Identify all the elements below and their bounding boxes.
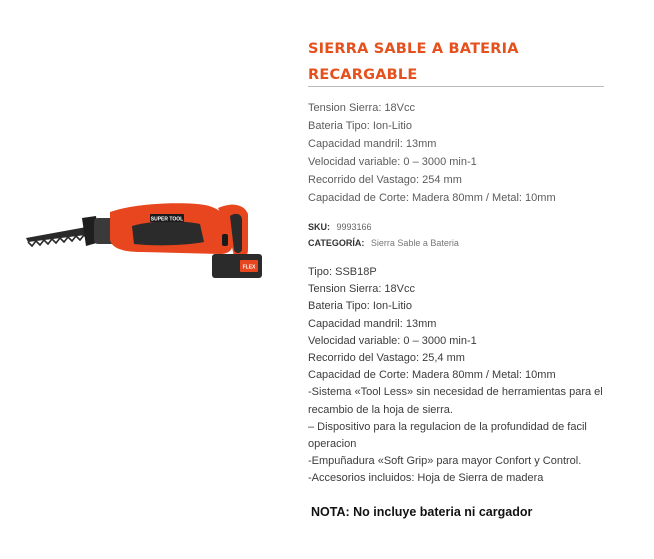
- short-description-line: Tension Sierra: 18Vcc: [308, 102, 415, 114]
- long-description-line: Tension Sierra: 18Vcc: [308, 283, 415, 296]
- short-description: [308, 99, 556, 207]
- note-text: NOTA: No incluye bateria ni cargador: [311, 505, 533, 519]
- product-title-line2: RECARGABLE: [308, 67, 418, 83]
- long-description-line: recambio de la hoja de sierra.: [308, 403, 453, 416]
- reciprocating-saw-icon: [22, 190, 272, 290]
- short-description-line: Velocidad variable: 0 – 3000 min-1: [308, 156, 477, 168]
- short-description-line: Recorrido del Vastago: 254 mm: [308, 174, 462, 186]
- long-description-line: Velocidad variable: 0 – 3000 min-1: [308, 334, 477, 347]
- long-description: [308, 264, 608, 488]
- category-label: CATEGORÍA:: [308, 238, 365, 248]
- product-title-line1: SIERRA SABLE A BATERIA: [308, 41, 519, 57]
- saw-grip: [132, 221, 204, 245]
- sku-label: SKU:: [308, 222, 330, 232]
- long-description-line: Tipo: SSB18P: [308, 266, 377, 278]
- sku-row: [308, 221, 372, 233]
- long-description-line: -Empuñadura «Soft Grip» para mayor Confort y Control.: [308, 455, 582, 468]
- short-description-line: Capacidad mandril: 13mm: [308, 138, 437, 150]
- sku-value: 9993166: [336, 222, 372, 232]
- title-divider: [308, 86, 604, 87]
- saw-trigger: [222, 234, 228, 246]
- category-row: [308, 237, 459, 249]
- battery-text: FLEX: [242, 264, 256, 271]
- long-description-line: -Accesorios incluidos: Hoja de Sierra de madera: [308, 472, 544, 485]
- short-description-line: Capacidad de Corte: Madera 80mm / Metal: 10mm: [308, 192, 556, 204]
- long-description-line: Recorrido del Vastago: 25,4 mm: [308, 352, 465, 365]
- long-description-line: -Sistema «Tool Less» sin necesidad de herramientas para el: [308, 386, 603, 399]
- product-title: [308, 36, 608, 88]
- brand-text: SUPER TOOL: [150, 216, 184, 223]
- long-description-line: – Dispositivo para la regulacion de la profundidad de facil: [308, 420, 587, 433]
- long-description-line: Capacidad mandril: 13mm: [308, 317, 437, 330]
- short-description-line: Bateria Tipo: Ion-Litio: [308, 120, 412, 132]
- long-description-line: Capacidad de Corte: Madera 80mm / Metal: 10mm: [308, 369, 556, 382]
- long-description-line: operacion: [308, 438, 357, 451]
- long-description-line: Bateria Tipo: Ion-Litio: [308, 300, 412, 313]
- category-link[interactable]: Sierra Sable a Bateria: [370, 238, 459, 248]
- product-image[interactable]: [22, 190, 272, 290]
